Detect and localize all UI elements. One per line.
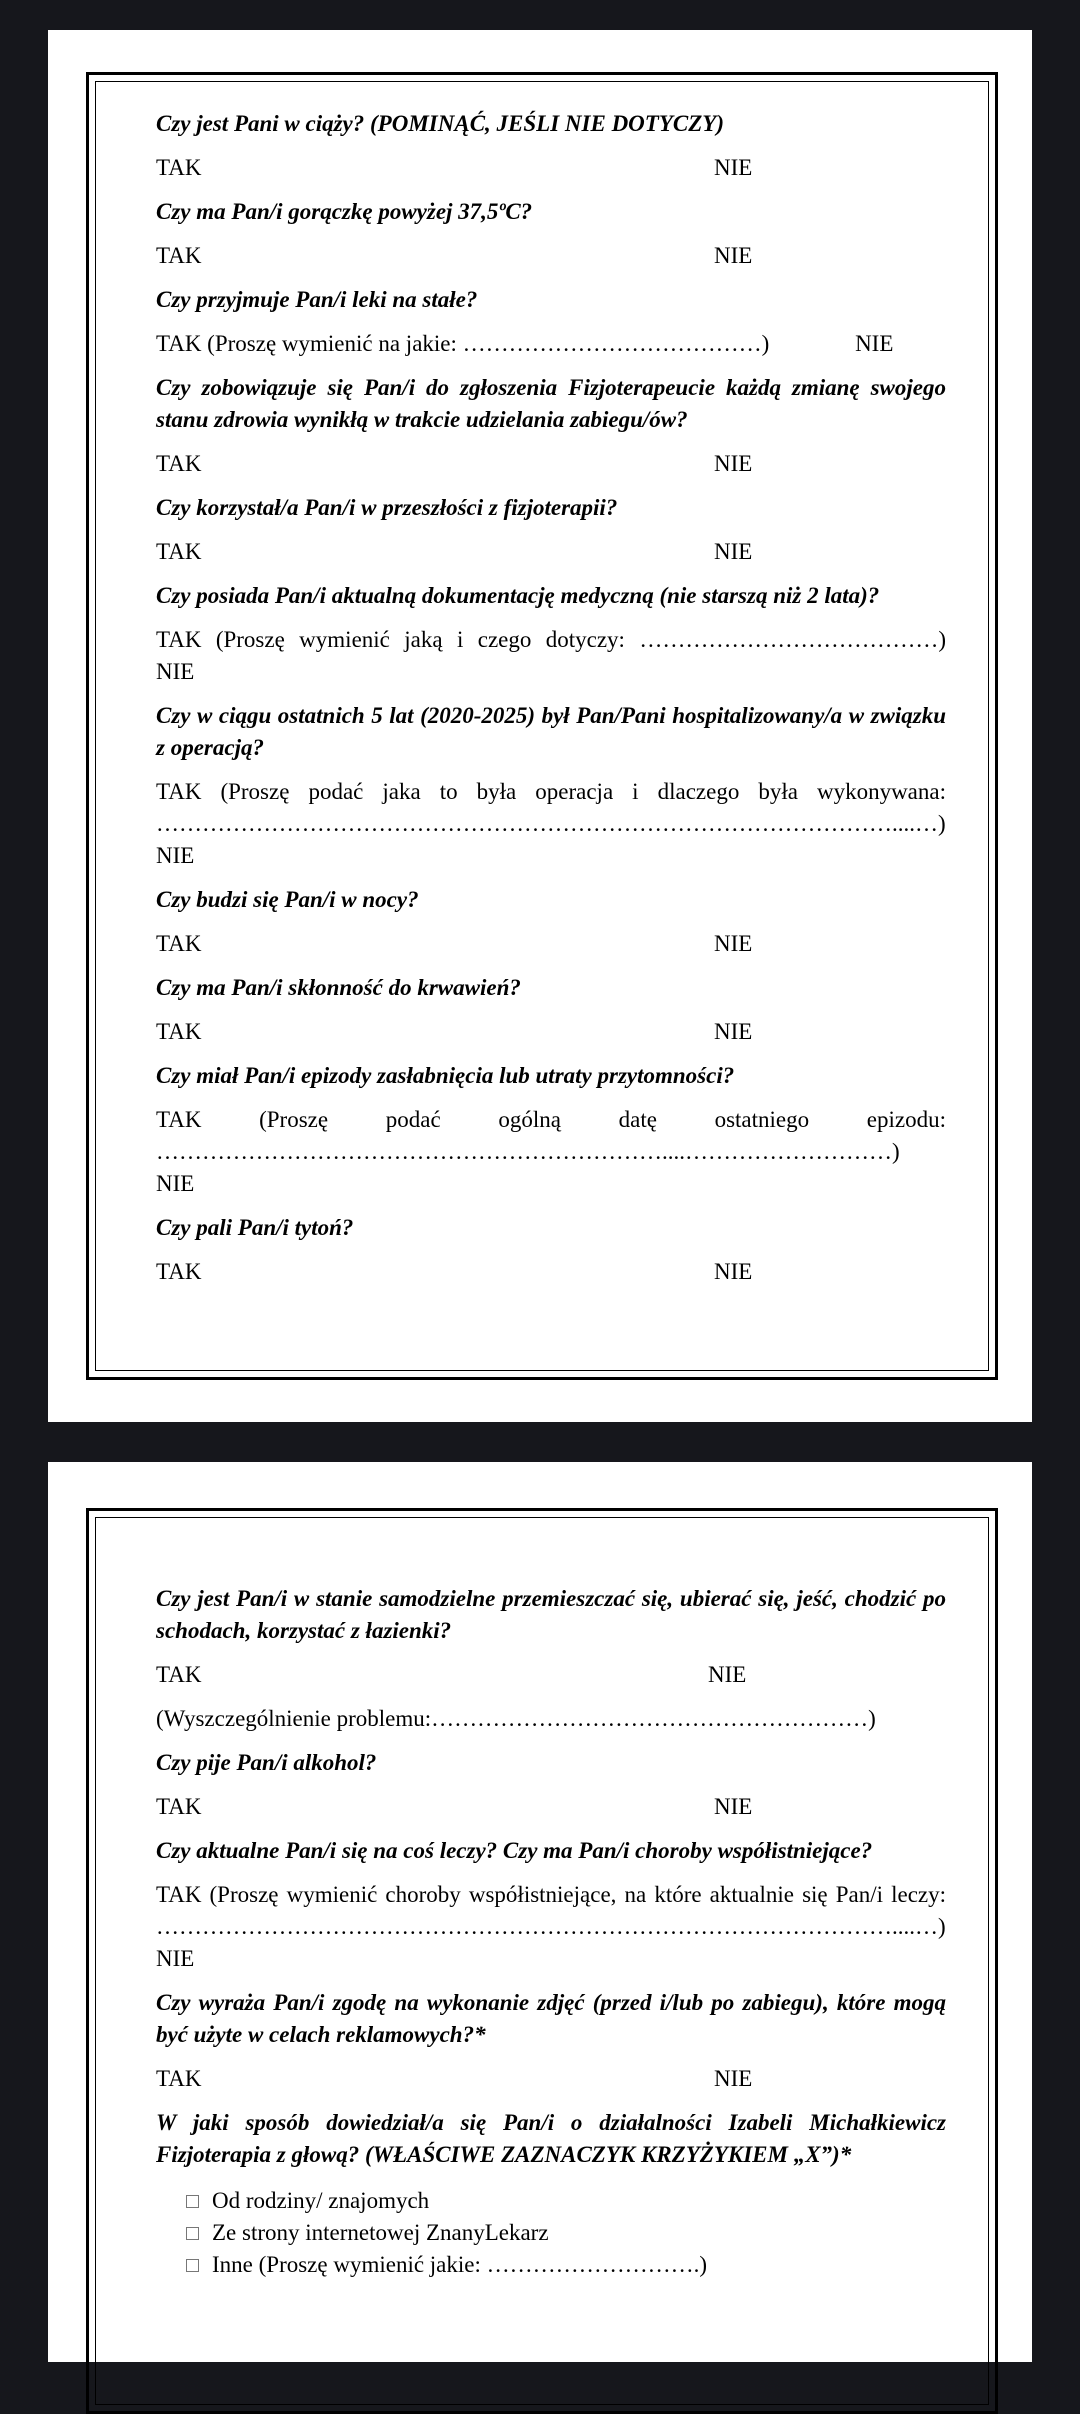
answer-no[interactable]: NIE [156,843,195,868]
answer-no[interactable]: NIE [714,1019,753,1044]
answer-row [156,240,946,272]
answer-no[interactable]: NIE [156,659,195,684]
answer-no[interactable]: NIE [714,2066,753,2091]
checkbox-icon[interactable] [186,2259,199,2272]
question: W jaki sposób dowiedział/a się Pan/i o działalności Izabeli Michałkiewicz Fizjoterapia z głową? (WŁAŚCIWE ZAZNACZYK KRZYŻYKIEM „X”)* [156,2110,946,2167]
question: Czy jest Pani w ciąży? (POMINĄĆ, JEŚLI NIE DOTYCZY) [156,111,724,136]
questions-list [156,1583,946,2281]
question: Czy miał Pan/i epizody zasłabnięcia lub utraty przytomności? [156,1063,735,1088]
answer-yes[interactable]: TAK [156,243,202,268]
answer-row [156,536,946,568]
answer-no[interactable]: NIE [156,1946,195,1971]
option-other[interactable] [186,2249,946,2281]
answer-yes-details-line[interactable]: …………………………………………………………....………………………) [156,1139,900,1164]
question: Czy posiada Pan/i aktualną dokumentację medyczną (nie starszą niż 2 lata)? [156,583,880,608]
answer-yes[interactable]: TAK [156,1662,202,1687]
answer-no[interactable]: NIE [714,1794,753,1819]
answer-row [156,448,946,480]
answer-yes[interactable]: TAK [156,155,202,180]
answer-row [156,1659,946,1691]
answer-no[interactable]: NIE [855,331,894,356]
answer-row [156,328,946,360]
answer-row [156,928,946,960]
answer-no[interactable]: NIE [714,931,753,956]
answer-yes[interactable]: TAK [156,451,202,476]
answer-yes-details-line[interactable]: ……………………………………………………………………………………....…) [156,811,946,836]
answer-no[interactable]: NIE [714,243,753,268]
answer-yes[interactable]: TAK [156,2066,202,2091]
form-page-1 [48,30,1032,1422]
problem-details[interactable]: (Wyszczególnienie problemu:…………………………………………………) [156,1706,876,1731]
questions-list [156,108,946,1300]
answer-yes-details[interactable]: TAK (Proszę wymienić choroby współistniejące, na które aktualnie się Pan/i leczy: [156,1882,946,1907]
answer-no[interactable]: NIE [714,451,753,476]
answer-yes-details[interactable]: TAK (Proszę podać ogólną datę ostatniego epizodu: [156,1107,946,1132]
form-page-2 [48,1462,1032,2362]
answer-yes[interactable]: TAK [156,1794,202,1819]
answer-row [156,2063,946,2095]
answer-yes-details[interactable]: TAK (Proszę wymienić na jakie: …………………………………) [156,331,770,356]
answer-no[interactable]: NIE [708,1662,747,1687]
question: Czy pali Pan/i tytoń? [156,1215,354,1240]
answer-row [156,1256,946,1288]
answer-yes[interactable]: TAK [156,1019,202,1044]
answer-no[interactable]: NIE [714,155,753,180]
question: Czy pije Pan/i alkohol? [156,1750,377,1775]
checkbox-icon[interactable] [186,2227,199,2240]
option-label: Inne (Proszę wymienić jakie: ……………………….) [212,2252,708,2277]
answer-yes-details[interactable]: TAK (Proszę podać jaka to była operacja i dlaczego była wykonywana: [156,779,946,804]
question: Czy budzi się Pan/i w nocy? [156,887,419,912]
answer-row [156,152,946,184]
answer-yes[interactable]: TAK [156,539,202,564]
question: Czy ma Pan/i skłonność do krwawień? [156,975,521,1000]
answer-yes-details-line[interactable]: ……………………………………………………………………………………....…) [156,1914,946,1939]
question: Czy wyraża Pan/i zgodę na wykonanie zdjęć (przed i/lub po zabiegu), które mogą być użyte w celach reklamowych?* [156,1990,946,2047]
answer-yes[interactable]: TAK [156,1259,202,1284]
source-options [186,2185,946,2281]
question: Czy w ciągu ostatnich 5 lat (2020-2025) był Pan/Pani hospitalizowany/a w związku z operacją? [156,703,946,760]
option-label: Ze strony internetowej ZnanyLekarz [212,2220,549,2245]
option-label: Od rodziny/ znajomych [212,2188,430,2213]
option-znanylekarz[interactable] [186,2217,946,2249]
question: Czy zobowiązuje się Pan/i do zgłoszenia Fizjoterapeucie każdą zmianę swojego stanu zdrowia wynikłą w trakcie udzielania zabiegu/ów? [156,375,946,432]
answer-no[interactable]: NIE [156,1171,195,1196]
answer-row [156,1791,946,1823]
answer-no[interactable]: NIE [714,539,753,564]
question: Czy ma Pan/i gorączkę powyżej 37,5ºC? [156,199,533,224]
checkbox-icon[interactable] [186,2195,199,2208]
answer-no[interactable]: NIE [714,1259,753,1284]
answer-yes[interactable]: TAK [156,931,202,956]
answer-row [156,1016,946,1048]
question: Czy jest Pan/i w stanie samodzielne przemieszczać się, ubierać się, jeść, chodzić po schodach, korzystać z łazienki? [156,1586,946,1643]
question: Czy korzystał/a Pan/i w przeszłości z fizjoterapii? [156,495,618,520]
question: Czy przyjmuje Pan/i leki na stałe? [156,287,478,312]
question: Czy aktualne Pan/i się na coś leczy? Czy ma Pan/i choroby współistniejące? [156,1838,873,1863]
option-family[interactable] [186,2185,946,2217]
answer-yes-details[interactable]: TAK (Proszę wymienić jaką i czego dotyczy: …………………………………) [156,627,946,652]
